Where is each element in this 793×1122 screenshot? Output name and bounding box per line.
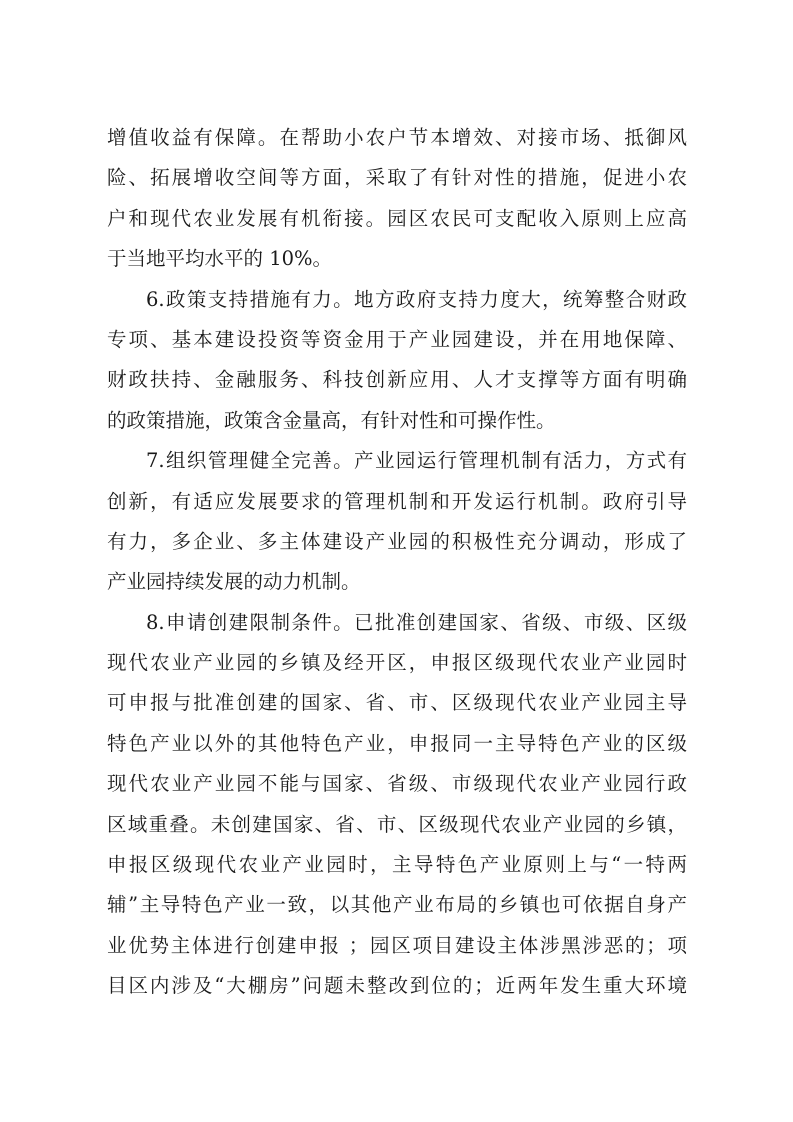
text-line: 业优势主体进行创建申报 ；园区项目建设主体涉黑涉恶的；项 bbox=[107, 933, 687, 957]
text-line: 增值收益有保障。在帮助小农户节本增效、对接市场、抵御风 bbox=[107, 126, 687, 149]
text-line: 辅”主导特色产业一致，以其他产业布局的乡镇也可依据自身产 bbox=[107, 893, 687, 917]
text-line: 产业园持续发展的动力机制。 bbox=[107, 570, 361, 594]
document-body bbox=[107, 118, 687, 1007]
paragraph-policy-support bbox=[107, 280, 687, 442]
text-line: 目区内涉及“大棚房”问题未整改到位的；近两年发生重大环境 bbox=[107, 974, 687, 998]
text-line: 于当地平均水平的 10%。 bbox=[107, 247, 333, 271]
text-line: 有力，多企业、多主体建设产业园的积极性充分调动，形成了 bbox=[107, 529, 687, 553]
text-line: 特色产业以外的其他特色产业，申报同一主导特色产业的区级 bbox=[107, 731, 687, 755]
text-line: 7.组织管理健全完善。产业园运行管理机制有活力，方式有 bbox=[146, 449, 687, 473]
text-line: 现代农业产业园不能与国家、省级、市级现代农业产业园行政 bbox=[107, 772, 687, 796]
text-line: 区域重叠。未创建国家、省、市、区级现代农业产业园的乡镇， bbox=[107, 812, 687, 836]
text-line: 6.政策支持措施有力。地方政府支持力度大，统筹整合财政 bbox=[146, 287, 687, 311]
text-line: 险、拓展增收空间等方面，采取了有针对性的措施，促进小农 bbox=[107, 166, 687, 190]
text-line: 现代农业产业园的乡镇及经开区，申报区级现代农业产业园时 bbox=[107, 651, 687, 675]
text-line: 创新，有适应发展要求的管理机制和开发运行机制。政府引导 bbox=[107, 489, 687, 513]
paragraph-application-restrictions bbox=[107, 603, 687, 1007]
text-line: 的政策措施，政策含金量高，有针对性和可操作性。 bbox=[107, 408, 556, 432]
text-line: 申报区级现代农业产业园时，主导特色产业原则上与“一特两 bbox=[107, 853, 687, 877]
text-line: 专项、基本建设投资等资金用于产业园建设，并在用地保障、 bbox=[107, 327, 687, 351]
text-line: 可申报与批准创建的国家、省、市、区级现代农业产业园主导 bbox=[107, 691, 687, 715]
paragraph-continuation bbox=[107, 118, 687, 280]
paragraph-organization-management bbox=[107, 441, 687, 603]
text-line: 户和现代农业发展有机衔接。园区农民可支配收入原则上应高 bbox=[107, 206, 687, 230]
text-line: 财政扶持、金融服务、科技创新应用、人才支撑等方面有明确 bbox=[107, 368, 687, 392]
text-line: 8.申请创建限制条件。已批准创建国家、省级、市级、区级 bbox=[146, 610, 687, 634]
